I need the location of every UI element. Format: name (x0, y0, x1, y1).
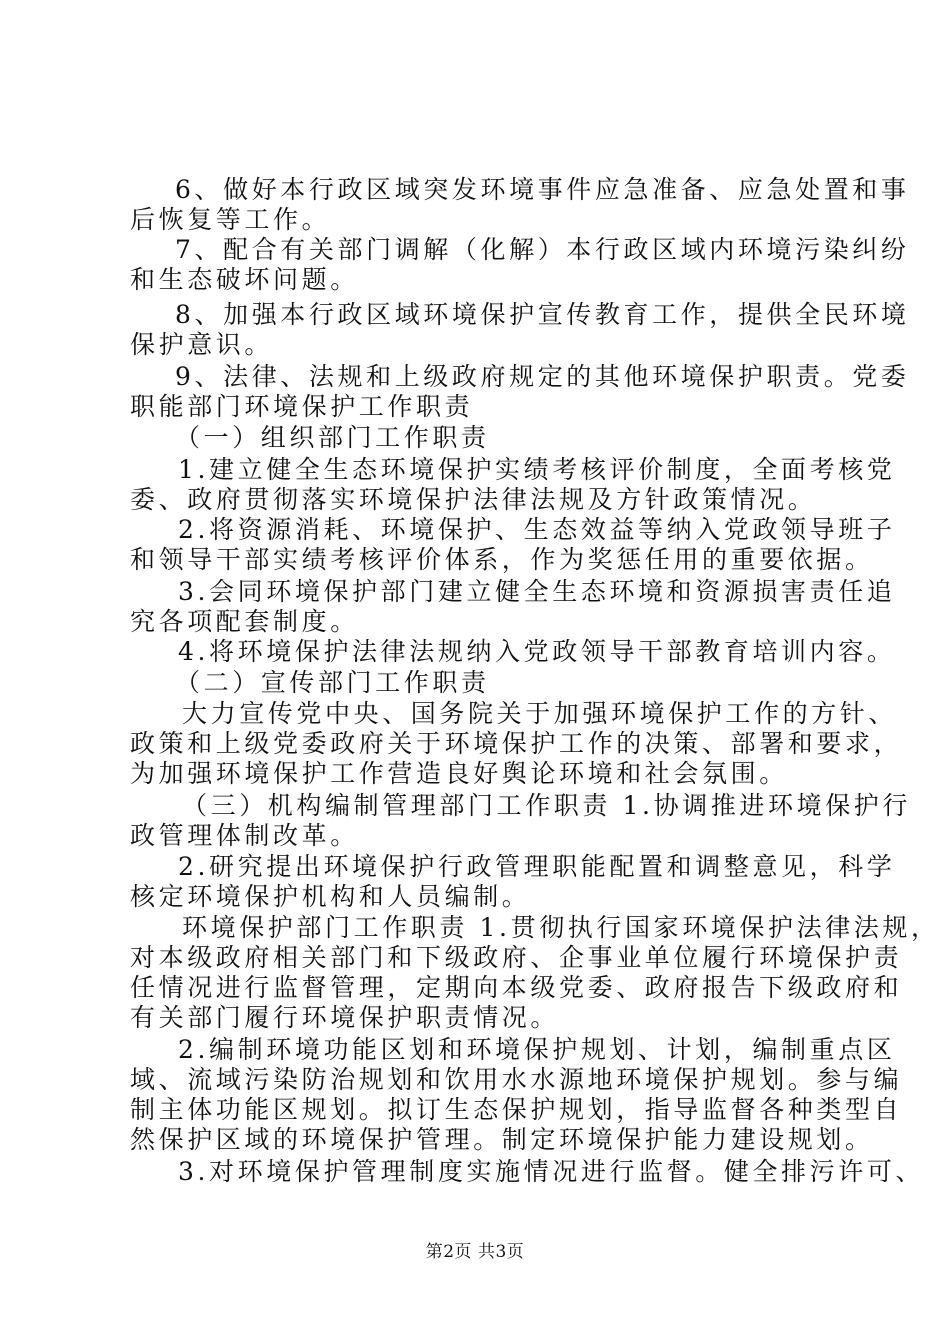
text-line: 2.研究提出环境保护行政管理职能配置和调整意见，科学 (178, 852, 896, 881)
text-line: 任情况进行监督管理，定期向本级党委、政府报告下级政府和 (130, 973, 903, 1002)
text-line: 为加强环境保护工作营造良好舆论环境和社会氛围。 (130, 759, 788, 788)
text-line: 2.编制环境功能区划和环境保护规划、计划，编制重点区 (178, 1035, 896, 1064)
text-line: 和领导干部实绩考核评价体系，作为奖惩任用的重要依据。 (130, 545, 874, 574)
text-line: 政管理体制改革。 (130, 821, 359, 850)
text-line: 究各项配套制度。 (130, 607, 359, 636)
text-line: 环境保护部门工作职责 1.贯彻执行国家环境保护法律法规， (182, 913, 940, 942)
text-line: 1.建立健全生态环境保护实绩考核评价制度，全面考核党 (178, 455, 896, 484)
text-line: 3.对环境保护管理制度实施情况进行监督。健全排污许可、 (178, 1157, 925, 1186)
text-line: 政策和上级党委政府关于环境保护工作的决策、部署和要求， (130, 729, 903, 758)
text-line: 委、政府贯彻落实环境保护法律法规及方针政策情况。 (130, 485, 817, 514)
section-heading: （一）组织部门工作职责 (175, 423, 490, 452)
text-line: 2.将资源消耗、环境保护、生态效益等纳入党政领导班子 (178, 515, 896, 544)
text-line: 8、加强本行政区域环境保护宣传教育工作，提供全民环境 (175, 300, 910, 329)
text-line: 7、配合有关部门调解（化解）本行政区域内环境污染纠纷 (175, 235, 910, 264)
text-line: 9、法律、法规和上级政府规定的其他环境保护职责。党委 (175, 362, 910, 391)
page-footer: 第2页 共3页 (425, 1242, 525, 1262)
text-line: 职能部门环境保护工作职责 (130, 392, 474, 421)
text-line: 6、做好本行政区域突发环境事件应急准备、应急处置和事 (175, 175, 910, 204)
text-line: 保护意识。 (130, 330, 274, 359)
text-line: 核定环境保护机构和人员编制。 (130, 882, 531, 911)
text-line: 域、流域污染防治规划和饮用水水源地环境保护规划。参与编 (130, 1065, 903, 1094)
section-heading: （二）宣传部门工作职责 (175, 668, 490, 697)
text-line: 对本级政府相关部门和下级政府、企事业单位履行环境保护责 (130, 943, 903, 972)
text-line: 4.将环境保护法律法规纳入党政领导干部教育培训内容。 (178, 637, 896, 666)
section-heading: （三）机构编制管理部门工作职责 1.协调推进环境保护行 (182, 791, 912, 820)
text-line: 制主体功能区规划。拟订生态保护规划，指导监督各种类型自 (130, 1095, 903, 1124)
text-line: 后恢复等工作。 (130, 205, 331, 234)
text-line: 和生态破坏问题。 (130, 265, 359, 294)
text-line: 大力宣传党中央、国务院关于加强环境保护工作的方针、 (182, 699, 898, 728)
text-line: 3.会同环境保护部门建立健全生态环境和资源损害责任追 (178, 577, 896, 606)
text-line: 有关部门履行环境保护职责情况。 (130, 1003, 560, 1032)
text-line: 然保护区域的环境保护管理。制定环境保护能力建设规划。 (130, 1125, 874, 1154)
